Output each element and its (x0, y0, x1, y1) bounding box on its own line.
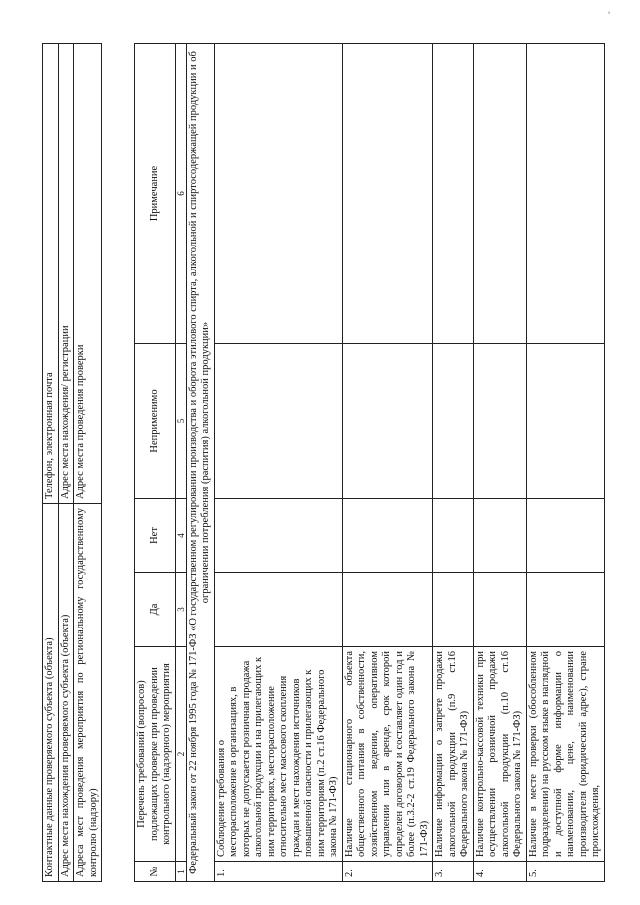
subject-info-table (42, 43, 102, 882)
row-number: 1. (214, 862, 342, 882)
law-title: Федеральный закон от 22 ноября 1995 года № 171-ФЗ «О государственном регулировании производства и оборота этилового спирта, алкогольной и спиртосодержащей продукции и об ограничении потребления (распития) алкогольной продукции» (186, 44, 214, 882)
row-number: 5. (526, 862, 604, 882)
requirement-text: Наличие в месте проверки (обособленном подразделении) на русском языке в наглядной и доступной форме информации о наименовании, цене, наименовании производителя (юридический адрес), стране происхождения, (526, 647, 604, 862)
row-number: 3. (433, 862, 474, 882)
answer-yes-cell[interactable] (473, 573, 526, 647)
law-row (186, 44, 214, 882)
answer-yes-cell[interactable] (214, 573, 342, 647)
table-row (342, 44, 433, 882)
answer-na-cell[interactable] (526, 344, 604, 499)
table-row (526, 44, 604, 882)
answer-no-cell[interactable] (214, 499, 342, 573)
requirement-text: Наличие информации о запрете продажи алкогольной продукции (п.9 ст.16 Федерального закона № 171-ФЗ) (433, 647, 474, 862)
checklist-table (134, 43, 605, 882)
row-number: 2. (342, 862, 433, 882)
header-no: Нет (135, 499, 176, 573)
column-number: 1 (175, 862, 186, 882)
subject-info-label: Контактные данные проверяемого субъекта (объекта) (43, 504, 59, 882)
subject-info-row (74, 44, 102, 882)
header-yes: Да (135, 573, 176, 647)
header-not-applicable: Неприменимо (135, 344, 176, 499)
subject-info-value: Адрес места проведения проверки (74, 44, 102, 504)
requirement-text: Соблюдение требования о месторасположение в организациях, в которых не допускается розничная продажа алкогольной продукции и на прилегающих к ним территориях, месторасположение относительно мест массового скопления граждан и мест нахождения источников повышенной опасности и прилегающих к ним территориям (п.2 ст.16 Федерального закона № 171-ФЗ) (214, 647, 342, 862)
header-requirement: Перечень требований (вопросов) подлежащих проверке при проведении контрольного (надзорного) мероприятия (135, 647, 176, 862)
column-number: 2 (175, 647, 186, 862)
subject-info-row (43, 44, 59, 882)
answer-no-cell[interactable] (473, 499, 526, 573)
answer-na-cell[interactable] (342, 344, 433, 499)
note-cell[interactable] (526, 44, 604, 344)
answer-yes-cell[interactable] (433, 573, 474, 647)
column-number-row (175, 44, 186, 882)
answer-no-cell[interactable] (342, 499, 433, 573)
rotated-content (42, 44, 632, 882)
column-number: 3 (175, 573, 186, 647)
subject-info-label: Адрес места нахождения проверяемого субъекта (объекта) (58, 504, 74, 882)
answer-no-cell[interactable] (433, 499, 474, 573)
note-cell[interactable] (214, 44, 342, 344)
answer-na-cell[interactable] (433, 344, 474, 499)
header-num: № (135, 862, 176, 882)
row-number: 4. (473, 862, 526, 882)
corner-mark: ' (608, 10, 611, 22)
subject-info-label: Адреса мест проведения мероприятия по региональному государственному контролю (надзору) (74, 504, 102, 882)
requirement-text: Наличие контрольно-кассовой техники при осуществлении розничной продажи алкогольной продукции (п.10 ст.16 Федерального закона № 171-ФЗ) (473, 647, 526, 862)
answer-yes-cell[interactable] (342, 573, 433, 647)
answer-no-cell[interactable] (526, 499, 604, 573)
header-note: Примечание (135, 44, 176, 344)
note-cell[interactable] (342, 44, 433, 344)
answer-yes-cell[interactable] (526, 573, 604, 647)
requirement-text: Наличие стационарного объекта общественного питания в собственности, хозяйственном ведении, оперативном управлении или в аренде, срок которой определен договором и составляет один год и более (п.3.2-2 ст.19 Федерального закона № 171-ФЗ) (342, 647, 433, 862)
table-row (214, 44, 342, 882)
table-row (433, 44, 474, 882)
column-number: 6 (175, 44, 186, 344)
answer-na-cell[interactable] (473, 344, 526, 499)
table-row (473, 44, 526, 882)
header-row (135, 44, 176, 882)
answer-na-cell[interactable] (214, 344, 342, 499)
column-number: 5 (175, 344, 186, 499)
note-cell[interactable] (473, 44, 526, 344)
subject-info-value: Адрес места нахождения/ регистрации (58, 44, 74, 504)
subject-info-row (58, 44, 74, 882)
subject-info-value: Телефон, электронная почта (43, 44, 59, 504)
column-number: 4 (175, 499, 186, 573)
note-cell[interactable] (433, 44, 474, 344)
